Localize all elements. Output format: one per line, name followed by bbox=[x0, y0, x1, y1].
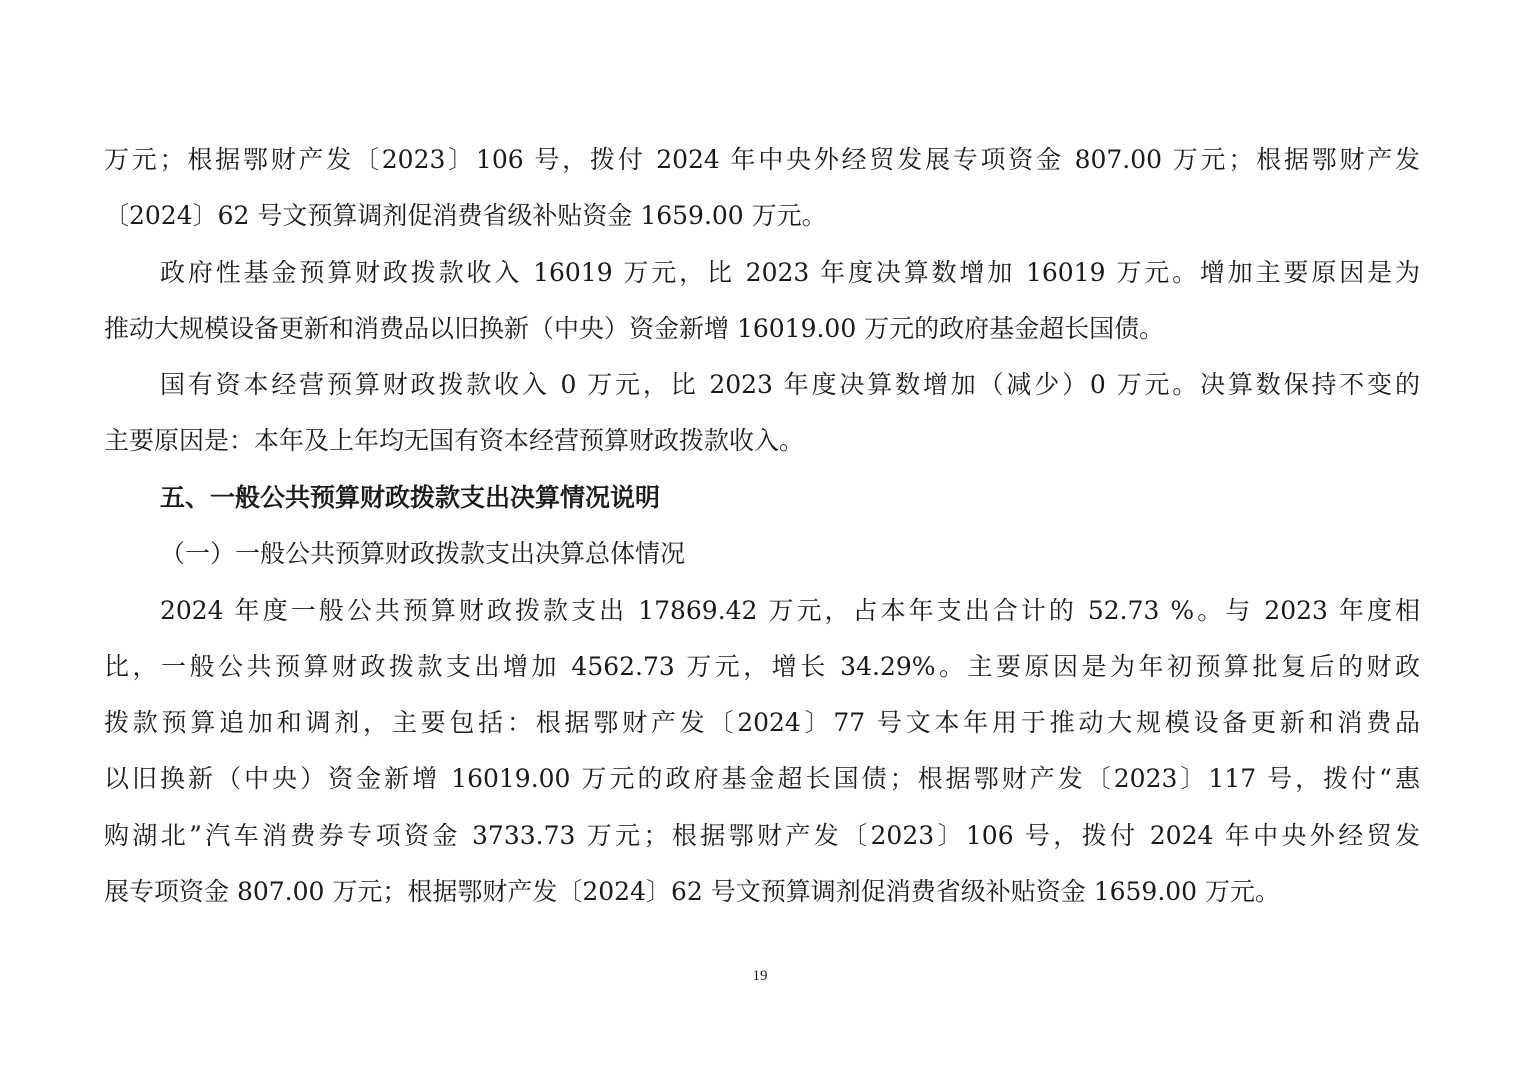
paragraph-2-line-1: 政府性基金预算财政拨款收入 16019 万元，比 2023 年度决算数增加 16019 万元。增加主要原因是为 bbox=[160, 258, 1420, 287]
paragraph-1-line-2: 〔2024〕62 号文预算调剂促消费省级补贴资金 1659.00 万元。 bbox=[104, 201, 827, 230]
paragraph-3-line-2: 主要原因是：本年及上年均无国有资本经营预算财政拨款收入。 bbox=[104, 426, 805, 455]
paragraph-4-line-1: 2024 年度一般公共预算财政拨款支出 17869.42 万元，占本年支出合计的 52.73 %。与 2023 年度相 bbox=[160, 596, 1420, 625]
paragraph-2-line-2: 推动大规模设备更新和消费品以旧换新（中央）资金新增 16019.00 万元的政府基金超长国债。 bbox=[104, 314, 1165, 343]
section-heading: 五、一般公共预算财政拨款支出决算情况说明 bbox=[160, 483, 661, 512]
section-subheading: （一）一般公共预算财政拨款支出决算总体情况 bbox=[160, 539, 686, 568]
paragraph-1-line-1: 万元；根据鄂财产发〔2023〕106 号，拨付 2024 年中央外经贸发展专项资金 807.00 万元；根据鄂财产发 bbox=[104, 145, 1420, 174]
paragraph-4-line-5: 购湖北”汽车消费券专项资金 3733.73 万元；根据鄂财产发〔2023〕106 号，拨付 2024 年中央外经贸发 bbox=[104, 821, 1420, 850]
paragraph-4-line-4: 以旧换新（中央）资金新增 16019.00 万元的政府基金超长国债；根据鄂财产发〔2023〕117 号，拨付“惠 bbox=[104, 764, 1420, 793]
paragraph-3-line-1: 国有资本经营预算财政拨款收入 0 万元，比 2023 年度决算数增加（减少）0 万元。决算数保持不变的 bbox=[160, 370, 1420, 399]
paragraph-4-line-3: 拨款预算追加和调剂，主要包括：根据鄂财产发〔2024〕77 号文本年用于推动大规模设备更新和消费品 bbox=[104, 708, 1420, 737]
page-number: 19 bbox=[752, 968, 768, 984]
paragraph-4-line-6: 展专项资金 807.00 万元；根据鄂财产发〔2024〕62 号文预算调剂促消费省级补贴资金 1659.00 万元。 bbox=[104, 877, 1281, 906]
paragraph-4-line-2: 比，一般公共预算财政拨款支出增加 4562.73 万元，增长 34.29%。主要原因是为年初预算批复后的财政 bbox=[104, 652, 1420, 681]
